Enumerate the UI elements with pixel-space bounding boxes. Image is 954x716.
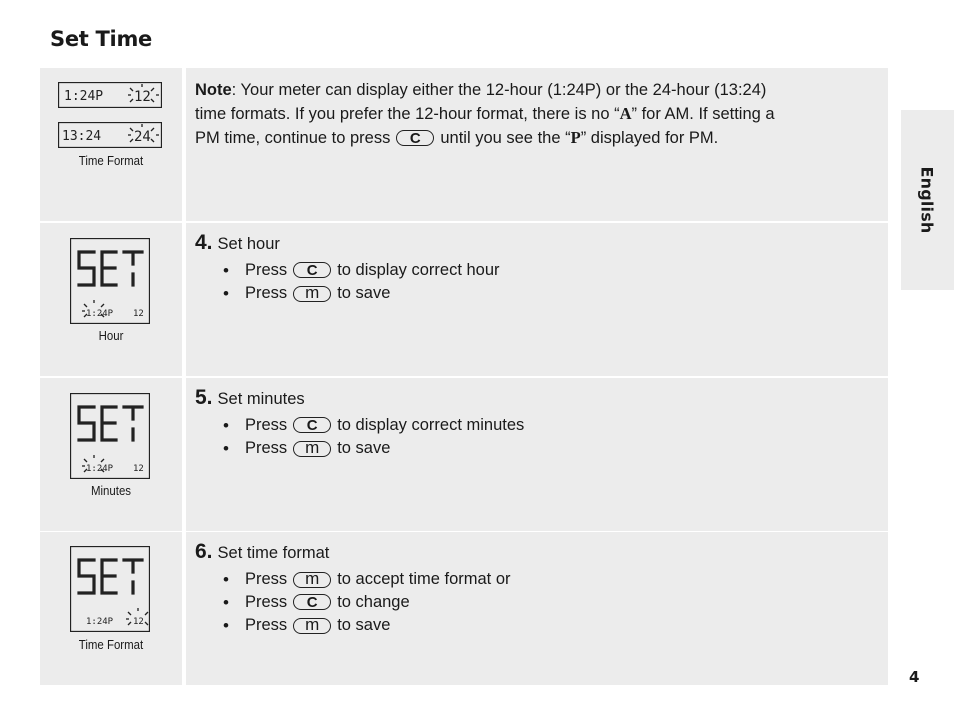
bullet-item: • Press C to change [223,591,511,614]
bullet-item: • Press m to accept time format or [223,568,511,591]
step-heading [195,231,280,255]
lcd-12h-time: 1:24P [64,89,104,104]
lcd-12h-hour: 12 [134,89,151,105]
step-bullets [223,414,524,460]
step-bullets [223,259,500,305]
lcd-set-display [70,546,150,632]
step-number: 5. [195,386,213,409]
lcd-segment-e [102,407,116,440]
lcd-set-display [70,393,150,479]
note-label: Note [195,81,232,99]
step-text-cell [186,532,888,685]
lcd-12-hour-display [58,82,162,108]
step-number: 4. [195,231,213,254]
step-title: Set minutes [217,390,305,408]
lcd-segment-s [79,560,94,593]
step-row-hour [40,223,888,376]
step-bullets [223,568,511,637]
pm-letter: P [570,128,581,147]
step-image-cell [40,532,182,685]
step-text-cell [186,378,888,531]
step-title: Set hour [217,235,280,253]
language-tab[interactable] [901,110,954,290]
step-row-minutes [40,378,888,531]
step-image-cell [40,223,182,376]
note-paragraph: Note: Your meter can display either the 12-hour (1:24P) or the 24-hour (13:24) time formats. If you prefer the 12-hour format, there is no “A” for AM. If setting a PM time, continue to press C until you see the “P” displayed for PM. [195,81,775,147]
lcd-small-time: 1:24P [86,309,114,319]
step-number: 6. [195,540,213,563]
note-row [40,68,888,221]
blink-ray [145,622,148,625]
lcd-24h-min: 24 [134,129,151,145]
blink-ray [145,612,148,615]
step-row-time-format [40,532,888,685]
step-text-cell [186,223,888,376]
blink-ray [84,304,87,307]
lcd-24h-time: 13:24 [62,129,102,144]
blink-ray [128,612,131,615]
am-letter: A [619,104,632,123]
step-heading [195,540,329,564]
lcd-small-time: 1:24P [86,464,114,474]
lcd-segment-t [124,252,142,264]
lcd-small-value: 12 [133,309,144,319]
m-button-icon: m [293,441,331,457]
blink-ray [128,622,131,625]
image-caption: Minutes [90,483,132,498]
bullet-item: • Press C to display correct hour [223,259,500,282]
note-text-cell [186,68,888,221]
lcd-small-time: 1:24P [86,617,114,627]
c-button-icon: C [293,262,331,278]
step-heading [195,386,305,410]
bullet-item: • Press m to save [223,437,524,460]
blink-ray [84,459,87,462]
image-caption: Time Format [78,153,144,168]
blink-ray [101,304,104,307]
m-button-icon: m [293,618,331,634]
c-button-icon: C [293,417,331,433]
lcd-segment-s [79,407,94,440]
c-button-icon: C [396,130,434,146]
bullet-item: • Press m to save [223,614,511,637]
page-title: Set Time [50,27,152,51]
image-caption: Hour [98,328,124,343]
blink-ray [101,459,104,462]
lcd-segment-t [124,560,142,572]
bullet-item: • Press C to display correct minutes [223,414,524,437]
bullet-item: • Press m to save [223,282,500,305]
lcd-small-value: 12 [133,617,144,627]
page-number: 4 [909,668,920,686]
language-tab-label: English [917,166,937,234]
m-button-icon: m [293,286,331,302]
image-caption: Time Format [78,637,144,652]
lcd-segment-e [102,560,116,593]
lcd-segment-s [79,252,94,285]
lcd-24-hour-display [58,122,162,148]
step-image-cell [40,378,182,531]
lcd-set-display [70,238,150,324]
note-image-cell [40,68,182,221]
step-title: Set time format [217,544,330,562]
lcd-segment-t [124,407,142,419]
lcd-small-value: 12 [133,464,144,474]
m-button-icon: m [293,572,331,588]
c-button-icon: C [293,594,331,610]
lcd-segment-e [102,252,116,285]
